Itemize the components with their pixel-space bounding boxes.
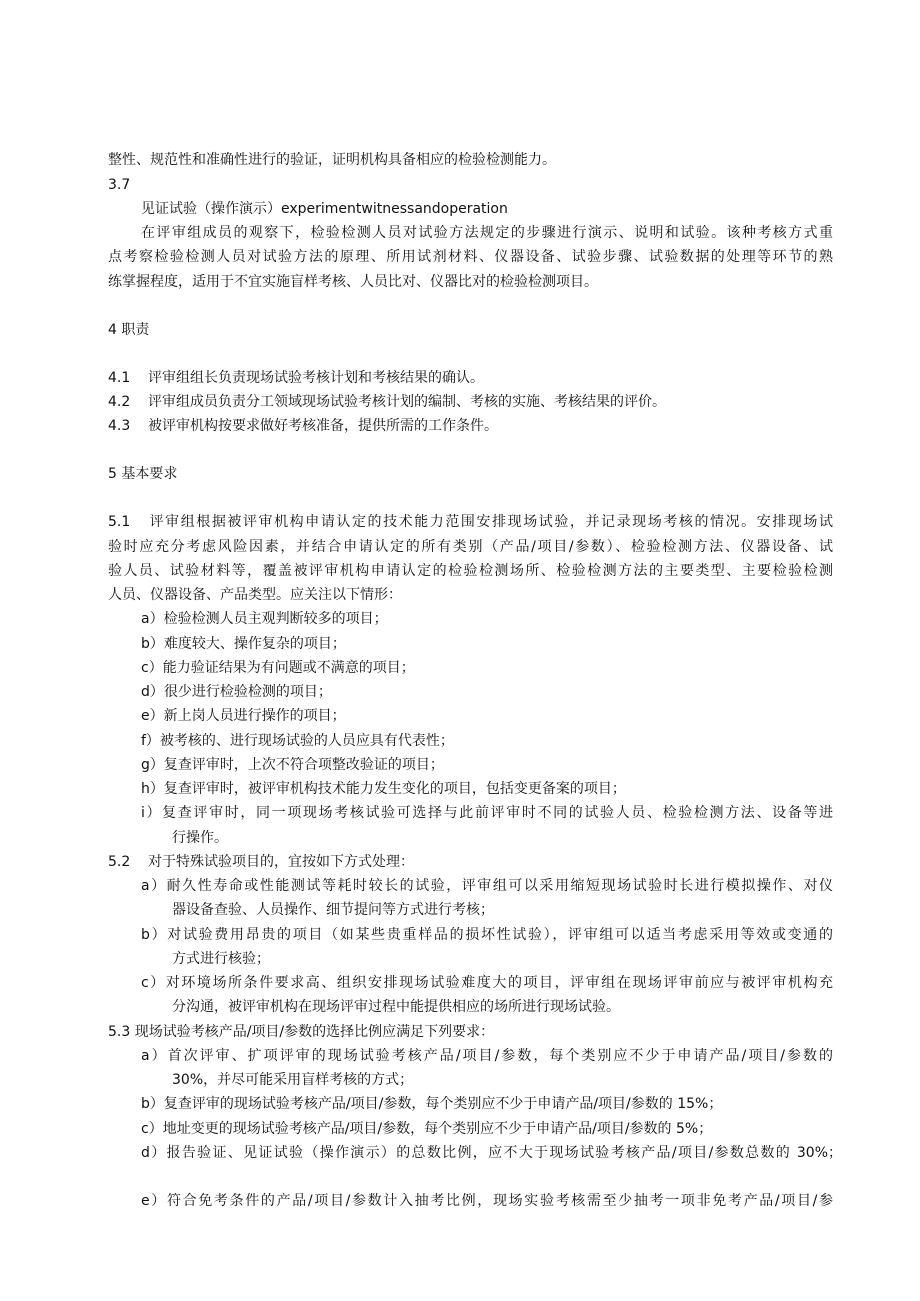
paragraph-line: 练掌握程度，适用于不宜实施盲样考核、人员比对、仪器比对的检验检测项目。 (108, 274, 598, 290)
section-heading-4: 4 职责 (108, 322, 150, 338)
paragraph-line: 验人员、试验材料等，覆盖被评审机构申请认定的检验检测场所、检验检测方法的主要类型、主要检验检测 (108, 563, 833, 579)
paragraph-line: 验时应充分考虑风险因素，并结合申请认定的所有类别（产品/项目/参数）、检验检测方法、仪器设备、试 (108, 539, 833, 555)
list-item-continuation: 行操作。 (172, 830, 228, 846)
list-item-g: g）复查评审时，上次不符合项整改验证的项目； (141, 757, 444, 773)
clause-number: 4.1 (108, 370, 131, 386)
list-item-continuation: 器设备查验、人员操作、细节提问等方式进行考核； (172, 902, 494, 918)
clause-number: 5.2 (108, 854, 131, 870)
list-item-a: a）耐久性寿命或性能测试等耗时较长的试验，评审组可以采用缩短现场试验时长进行模拟操作、对仪 (141, 878, 833, 894)
list-item-e: e）新上岗人员进行操作的项目； (141, 708, 346, 724)
list-item-c: c）对环境场所条件要求高、组织安排现场试验难度大的项目，评审组在现场评审前应与被评审机构充 (141, 975, 833, 991)
section-number-3-7: 3.7 (108, 177, 131, 193)
list-item-a: a）首次评审、扩项评审的现场试验考核产品/项目/参数，每个类别应不少于申请产品/项目/参数的 (141, 1048, 833, 1064)
paragraph-line: 人员、仪器设备、产品类型。应关注以下情形： (108, 587, 402, 603)
clause-text: 对于特殊试验项目的，宜按如下方式处理： (148, 854, 414, 870)
clause-number: 5.1 (108, 514, 131, 530)
list-item-e: e）符合免考条件的产品/项目/参数计入抽考比例，现场实验考核需至少抽考一项非免考产品/项目/参 (141, 1193, 833, 1209)
list-item-d: d）报告验证、见证试验（操作演示）的总数比例，应不大于现场试验考核产品/项目/参数总数的 30%； (141, 1145, 842, 1161)
clause-5-2 (108, 852, 414, 872)
list-item-continuation: 方式进行核验； (172, 951, 270, 967)
list-item-b: b）难度较大、操作复杂的项目； (141, 636, 346, 652)
clause-text: 被评审机构按要求做好考核准备，提供所需的工作条件。 (148, 418, 498, 434)
paragraph-line: 整性、规范性和准确性进行的验证，证明机构具备相应的检验检测能力。 (108, 152, 556, 168)
clause-number: 4.2 (108, 394, 131, 410)
paragraph-line: 在评审组成员的观察下，检验检测人员对试验方法规定的步骤进行演示、说明和试验。该种考核方式重 (141, 225, 833, 241)
list-item-a: a）检验检测人员主观判断较多的项目； (141, 611, 388, 627)
paragraph-line: 点考察检验检测人员对试验方法的原理、所用试剂材料、仪器设备、试验步骤、试验数据的处理等环节的熟 (108, 249, 833, 265)
list-item-continuation: 30%，并尽可能采用盲样考核的方式； (172, 1072, 414, 1088)
list-item-b: b）复查评审的现场试验考核产品/项目/参数，每个类别应不少于申请产品/项目/参数的 15%； (141, 1096, 723, 1112)
list-item-f: f）被考核的、进行现场试验的人员应具有代表性； (141, 733, 454, 749)
list-item-c: c）能力验证结果为有问题或不满意的项目； (141, 660, 415, 676)
clause-text: 评审组根据被评审机构申请认定的技术能力范围安排现场试验，并记录现场考核的情况。安排现场试 (148, 514, 833, 530)
list-item-c: c）地址变更的现场试验考核产品/项目/参数，每个类别应不少于申请产品/项目/参数的 5%； (141, 1121, 713, 1137)
section-heading-5: 5 基本要求 (108, 466, 178, 482)
list-item-b: b）对试验费用昂贵的项目（如某些贵重样品的损坏性试验），评审组可以适当考虑采用等效或变通的 (141, 927, 833, 943)
clause-5-3: 5.3 现场试验考核产品/项目/参数的选择比例应满足下列要求： (108, 1024, 495, 1040)
clause-4-3 (108, 416, 498, 436)
clause-number: 4.3 (108, 418, 131, 434)
clause-text: 评审组成员负责分工领域现场试验考核计划的编制、考核的实施、考核结果的评价。 (148, 394, 666, 410)
list-item-h: h）复查评审时，被评审机构技术能力发生变化的项目，包括变更备案的项目； (141, 781, 626, 797)
term-heading-3-7: 见证试验（操作演示）experimentwitnessandoperation (141, 201, 508, 217)
clause-5-1 (108, 512, 833, 532)
clause-text: 评审组组长负责现场试验考核计划和考核结果的确认。 (148, 370, 484, 386)
clause-4-1 (108, 368, 484, 388)
list-item-d: d）很少进行检验检测的项目； (141, 684, 332, 700)
clause-4-2 (108, 392, 666, 412)
list-item-i: i）复查评审时，同一项现场考核试验可选择与此前评审时不同的试验人员、检验检测方法、设备等进 (141, 805, 833, 821)
list-item-continuation: 分沟通，被评审机构在现场评审过程中能提供相应的场所进行现场试验。 (172, 999, 620, 1015)
